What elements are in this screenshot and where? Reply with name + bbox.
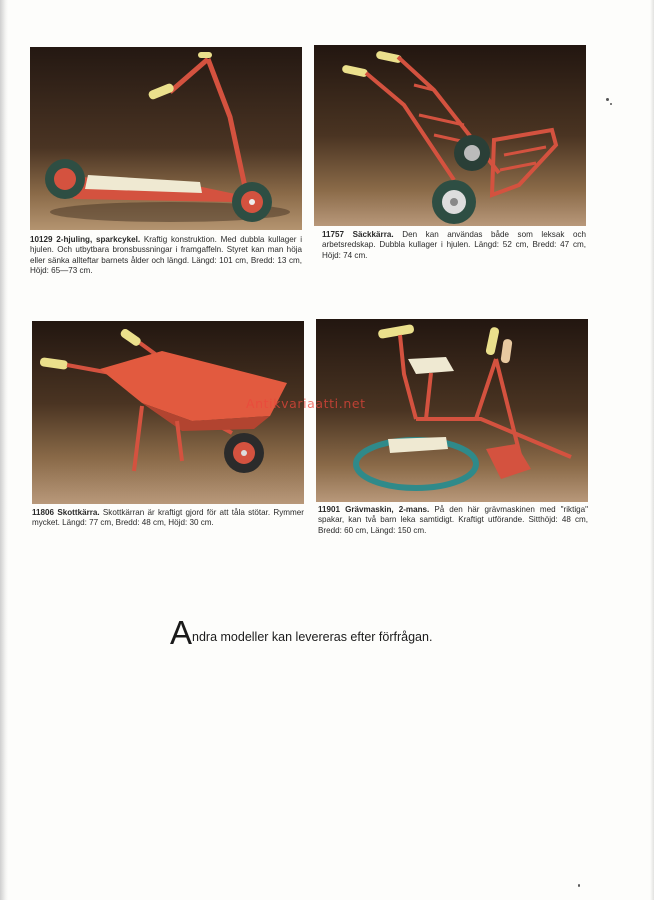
product-name: Grävmaskin, 2-mans. (345, 505, 430, 514)
caption-excavator (318, 505, 588, 536)
photo-scooter (30, 47, 302, 230)
caption-scooter (30, 235, 302, 276)
photo-wheelbarrow (32, 321, 304, 504)
scan-speck (578, 884, 580, 887)
scan-speck (606, 98, 609, 101)
caption-hand-truck (322, 230, 586, 261)
wheelbarrow-illustration (32, 321, 304, 504)
photo-hand-truck (314, 45, 586, 226)
caption-wheelbarrow (32, 508, 304, 529)
page-binding-shadow (0, 0, 8, 900)
product-description: På den här grävmaskinen med "riktiga" spakar, kan två barn leka samtidigt. Kraftigt utförande. Sitthöjd: 48 cm, Bredd: 60 cm, Längd: 150 cm. (318, 505, 589, 535)
product-code: 11901 (318, 505, 341, 514)
product-description: Den kan användas både som leksak och arbetsredskap. Dubbla kullager i hjulen. Längd: 52 cm, Bredd: 47 cm, Höjd: 74 cm. (322, 230, 587, 260)
hand-truck-illustration (314, 45, 586, 226)
product-code: 10129 (30, 235, 53, 244)
product-name: Säckkärra. (352, 230, 394, 239)
tagline (170, 614, 432, 652)
scan-speck (610, 103, 612, 105)
tagline-text: ndra modeller kan levereras efter förfrågan. (192, 630, 433, 644)
product-description: Kraftig konstruktion. Med dubbla kullager i hjulen. Och utbytbara bronsbussningar i framgaffeln. Styret kan man höja eller sänka allteftar barnets ålder och längd. Längd: 101 cm, Bredd: 13 cm, Höjd: 65—73 cm. (30, 235, 303, 275)
product-description: Skottkärran är kraftigt gjord för att tåla stötar. Rymmer mycket. Längd: 77 cm, Bredd: 48 cm, Höjd: 30 cm. (32, 508, 304, 528)
page-edge-shadow (650, 0, 654, 900)
product-name: Skottkärra. (57, 508, 100, 517)
product-code: 11757 (322, 230, 345, 239)
product-name: 2-hjuling, sparkcykel. (56, 235, 141, 244)
watermark: Antikvariaatti.net (246, 396, 366, 411)
scooter-illustration (30, 47, 302, 230)
tagline-initial: A (170, 614, 193, 651)
product-code: 11806 (32, 508, 55, 517)
